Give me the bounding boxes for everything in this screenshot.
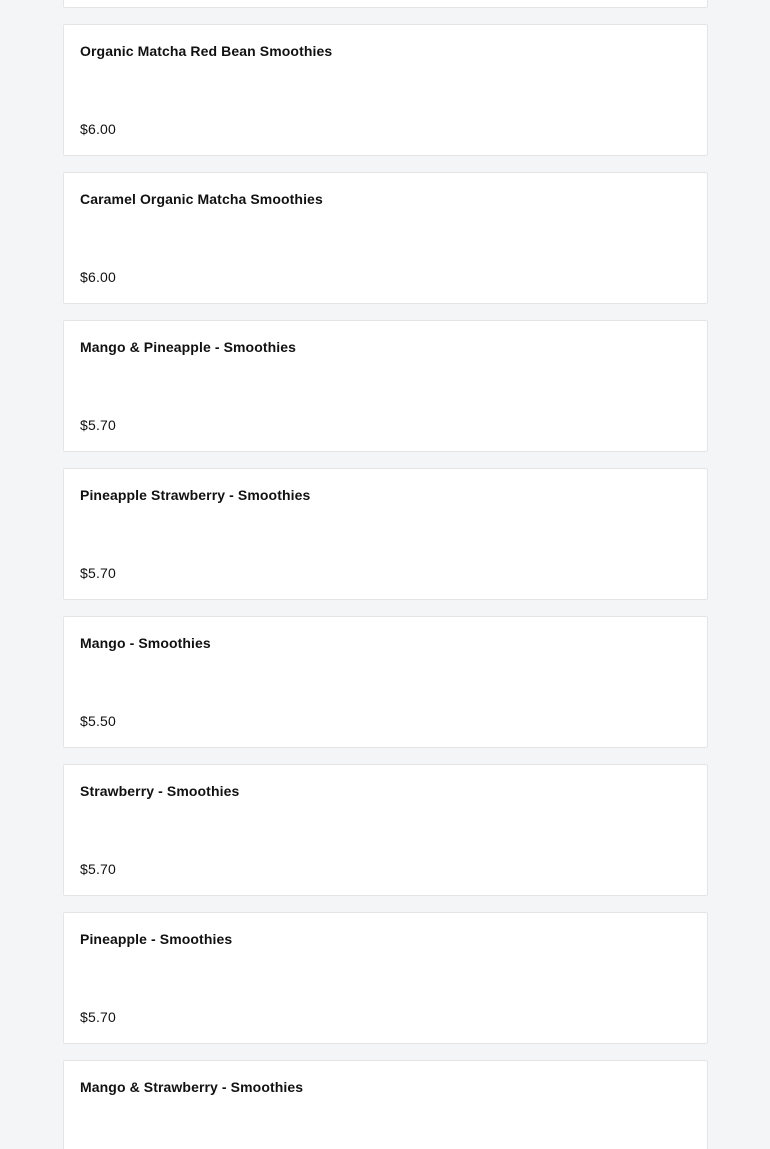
menu-item-card[interactable] <box>63 468 708 600</box>
menu-item-price: $5.50 <box>80 713 117 729</box>
menu-item-card[interactable] <box>63 320 708 452</box>
menu-item-list <box>63 0 708 1149</box>
menu-item-card[interactable] <box>63 1060 708 1149</box>
menu-item-price: $6.00 <box>80 269 117 285</box>
menu-item-card[interactable] <box>63 172 708 304</box>
menu-item-card[interactable] <box>63 0 708 8</box>
menu-item-price: $5.70 <box>80 417 117 433</box>
menu-item-name: Mango & Strawberry - Smoothies <box>80 1079 304 1095</box>
menu-item-card[interactable] <box>63 912 708 1044</box>
menu-item-card[interactable] <box>63 764 708 896</box>
menu-item-name: Mango & Pineapple - Smoothies <box>80 339 297 355</box>
menu-item-name: Caramel Organic Matcha Smoothies <box>80 191 323 207</box>
menu-item-name: Pineapple - Smoothies <box>80 931 233 947</box>
menu-item-price: $5.70 <box>80 565 117 581</box>
menu-item-name: Strawberry - Smoothies <box>80 783 240 799</box>
menu-item-price: $6.00 <box>80 121 117 137</box>
menu-item-card[interactable] <box>63 24 708 156</box>
menu-item-price: $5.70 <box>80 861 117 877</box>
menu-item-price: $5.70 <box>80 1009 117 1025</box>
menu-item-name: Pineapple Strawberry - Smoothies <box>80 487 311 503</box>
menu-item-card[interactable] <box>63 616 708 748</box>
menu-item-name: Organic Matcha Red Bean Smoothies <box>80 43 333 59</box>
menu-item-name: Mango - Smoothies <box>80 635 211 651</box>
